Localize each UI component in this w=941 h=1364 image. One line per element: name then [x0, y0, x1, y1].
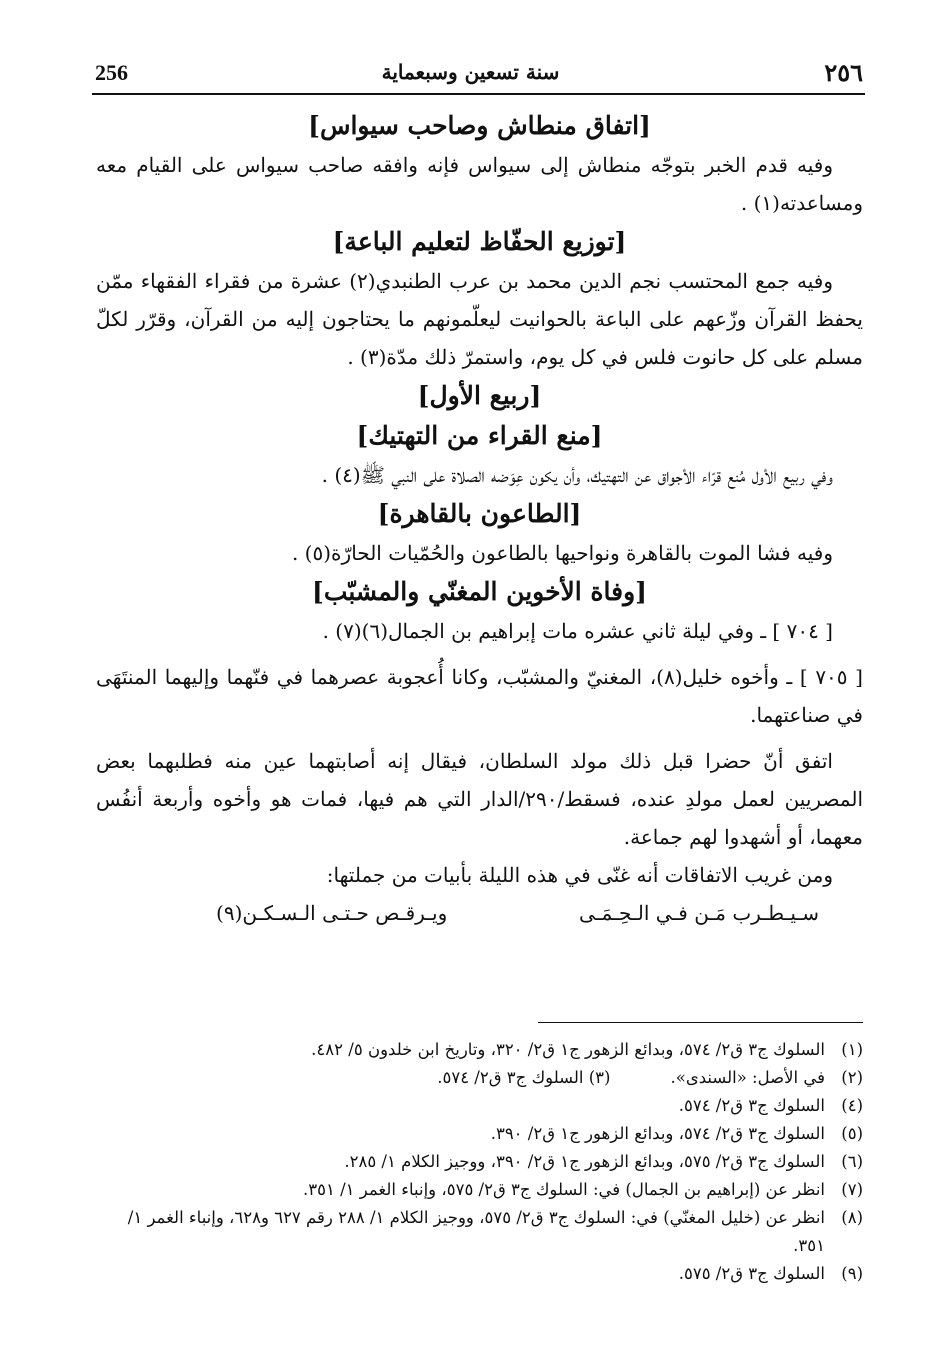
footnote-number: (٩): [841, 1264, 863, 1283]
footnote-number: (١): [841, 1040, 863, 1059]
footnote: [96, 1204, 863, 1260]
footnote: [96, 1036, 863, 1064]
footnote: [96, 1260, 863, 1288]
verse-second-hemistich: ويـرقـص حـتـى الـسـكـن(٩): [216, 901, 448, 925]
paragraph: اتفق أنّ حضرا قبل ذلك مولد السلطان، فيقال إنه أصابتهما عين منه فطلبهما بعض المصريين لعمل مولدِ عنده، فسقط/٢٩٠/الدار التي هم فيها، فمات هو وأخوه وأربعة أنفُس معهما، أو أشهدوا لهم جماعة.: [96, 749, 864, 849]
footnote-rule: [538, 1022, 863, 1023]
page-number-arabic: ٢٥٦: [824, 58, 863, 87]
header-rule: [92, 93, 865, 95]
footnote-text: (٣) السلوك ج٣ ق٢/ ٥٧٤.: [437, 1068, 611, 1087]
paragraph: وفيه جمع المحتسب نجم الدين محمد بن عرب الطنبدي(٢) عشرة من فقراء الفقهاء ممّن يحفظ القرآن وزّعهم على الباعة بالحوانيت ليعلّمونهم ما يحتاجون إليه من القرآن، وقرّر لكلّ مسلم على كل حانوت فلس في كل يوم، واستمرّ ذلك مدّة(٣) .: [96, 269, 863, 369]
footnote-text: السلوك ج٣ ق٢/ ٥٧٤.: [678, 1096, 825, 1115]
footnote-number: (٧): [841, 1180, 863, 1199]
verse-first-hemistich: سـيـطـرب مَـن فـي الـحِـمَـى: [579, 901, 819, 925]
footnote: [96, 1148, 863, 1176]
footnote-number: (٨): [841, 1208, 863, 1227]
main-text: [96, 106, 863, 932]
running-title: سنة تسعين وسبعماية: [381, 60, 560, 84]
footnote: [96, 1120, 863, 1148]
paragraph: [ ٧٠٤ ] ـ وفي ليلة ثاني عشره مات إبراهيم بن الجمال(٦)(٧) .: [322, 619, 833, 643]
paragraph: وفيه فشا الموت بالقاهرة ونواحيها بالطاعون والحُمّيات الحارّة(٥) .: [291, 541, 833, 565]
page-number-latin: 256: [95, 60, 128, 85]
footnote-number: (٦): [841, 1152, 863, 1171]
footnote-number: (٢): [841, 1068, 863, 1087]
section-heading: [منع القراء من التهتيك]: [356, 421, 603, 450]
paragraph: وفيه قدم الخبر بتوجّه منطاش إلى سيواس فإنه وافقه صاحب سيواس على القيام معه ومساعدته(١) .: [96, 153, 863, 215]
footnote: [96, 1092, 863, 1120]
month-heading: [ربيع الأول]: [417, 381, 542, 410]
footnote-text: السلوك ج٣ ق٢/ ٥٧٥.: [678, 1264, 825, 1283]
footnote: [96, 1064, 863, 1092]
paragraph: ومن غريب الاتفاقات أنه غنّى في هذه الليلة بأبيات من جملتها:: [326, 863, 833, 887]
footnote-text: السلوك ج٣ ق٢/ ٥٧٥، وبدائع الزهور ج١ ق٢/ ٣٩٠، ووجيز الكلام ١/ ٢٨٥.: [344, 1152, 825, 1171]
verse-line: [96, 894, 863, 932]
footnote: [96, 1176, 863, 1204]
footnote-text: السلوك ج٣ ق٢/ ٥٧٤، وبدائع الزهور ج١ ق٢/ ٣٢٠، وتاريخ ابن خلدون ٥/ ٤٨٢.: [311, 1040, 825, 1059]
footnotes: [96, 1036, 863, 1288]
paragraph: [ ٧٠٥ ] ـ وأخوه خليل(٨)، المغنيّ والمشبّب، وكانا أُعجوبة عصرهما في فنّهما وإليهما المنتَهَى في صناعتهما.: [96, 665, 863, 727]
footnote-text: انظر عن (إبراهيم بن الجمال) في: السلوك ج٣ ق٢/ ٥٧٥، وإنباء الغمر ١/ ٣٥١.: [303, 1180, 825, 1199]
footnote-number: (٥): [841, 1124, 863, 1143]
section-heading: [اتفاق منطاش وصاحب سيواس]: [308, 111, 651, 140]
footnote-text: في الأصل: «السندى».: [670, 1068, 825, 1087]
footnote-text: انظر عن (خليل المغنّي) في: السلوك ج٣ ق٢/ ٥٧٥، ووجيز الكلام ١/ ٢٨٨ رقم ٦٢٧ و٦٢٨، وإنباء الغمر ١/ ٣٥١.: [127, 1208, 825, 1255]
section-heading: [الطاعون بالقاهرة]: [377, 499, 582, 528]
section-heading: [توزيع الحفّاظ لتعليم الباعة]: [332, 227, 627, 256]
footnote-number: (٤): [841, 1096, 863, 1115]
paragraph: وفي ربيع الأول مُنع قرّاء الأجواق عن التهتيك، وأن يكون عِوَضه الصلاة على النبي ﷺ(٤) .: [321, 463, 833, 487]
section-heading: [وفاة الأخوين المغنّي والمشبّب]: [311, 577, 647, 606]
footnote-text: السلوك ج٣ ق٢/ ٥٧٤، وبدائع الزهور ج١ ق٢/ ٣٩٠.: [490, 1124, 825, 1143]
